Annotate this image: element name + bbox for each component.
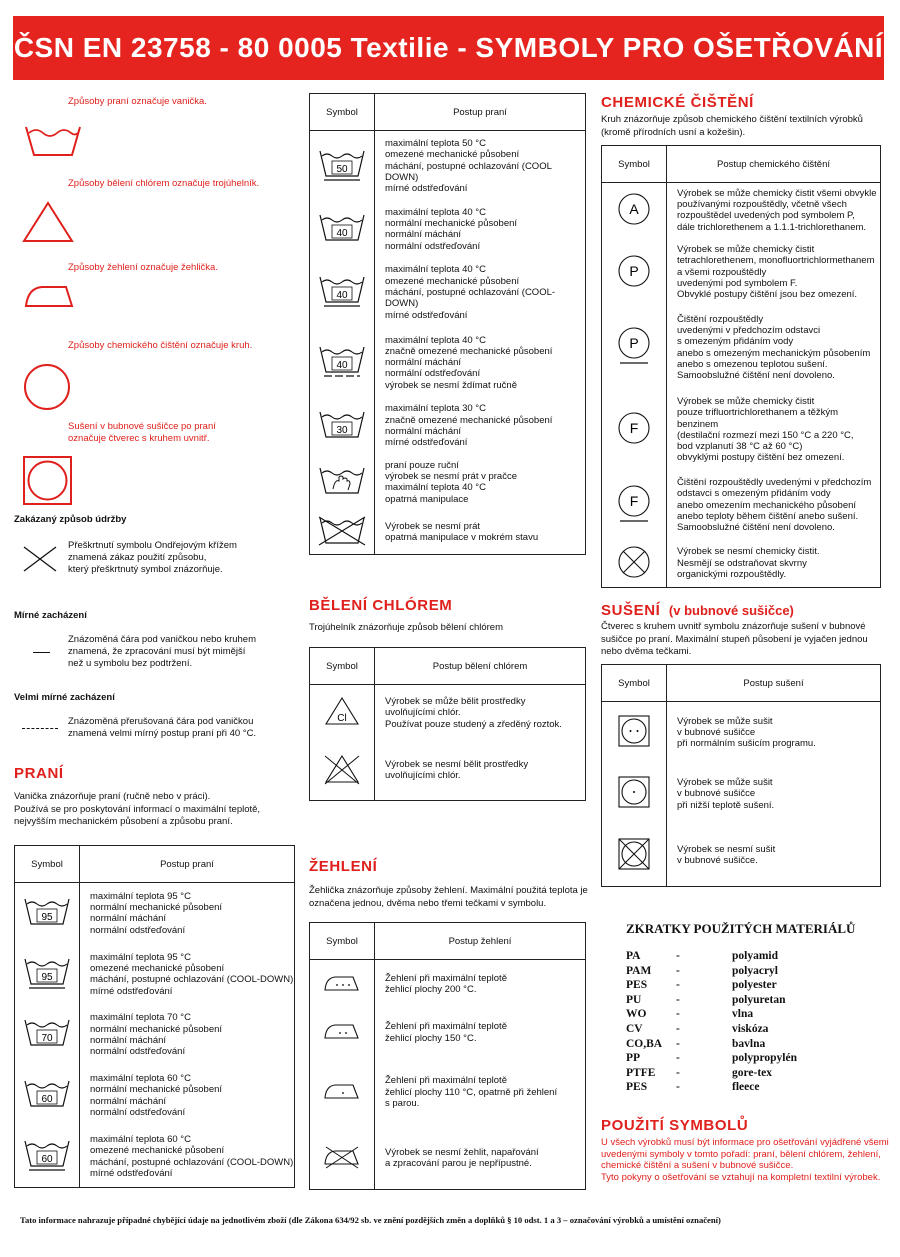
row-line: mírné odstřeďování: [385, 437, 468, 449]
row-line: normální odstřeďování: [90, 1046, 186, 1058]
wash-60-mild-icon: [22, 1138, 72, 1172]
abbr-row: PP - polypropylén: [626, 1052, 797, 1065]
mild-line: Znázoměná čára pod vaničkou nebo kruhem: [68, 634, 257, 645]
abbr-row: WO - vlna: [626, 1008, 754, 1021]
row-line: normální máchání: [385, 357, 462, 369]
dry-clean-p-icon: [616, 253, 652, 289]
table-row: [15, 883, 295, 944]
wash-40-very-mild-icon: [317, 344, 367, 378]
abbr-row: CO,BA - bavlna: [626, 1037, 766, 1050]
abbr-row: PAM - polyacryl: [626, 964, 778, 977]
svg-text:40: 40: [336, 290, 348, 302]
bleach-cl-icon: [324, 695, 360, 727]
underline-icon: [33, 652, 50, 653]
svg-text:Cl: Cl: [337, 713, 347, 725]
svg-text:30: 30: [336, 424, 348, 436]
row-line: Výrobek se může bělit prostředky: [385, 696, 526, 707]
row-line: uvedenými pod symbolem F.: [677, 277, 798, 289]
table-row: [310, 1128, 586, 1190]
row-line: pouze trifluortrichlorethanem a těžkým benzinem: [677, 407, 839, 430]
forbidden-line: který přeškrtnutý symbol znázorňuje.: [68, 564, 223, 575]
no-tumble-icon: [617, 837, 651, 871]
drying-heading-row: [601, 602, 794, 620]
col-procedure: Postup chemického čištění: [667, 146, 881, 183]
forbidden-title: Zakázaný způsob údržby: [14, 514, 127, 525]
table-row: [310, 510, 586, 554]
row-line: Používat pouze studený a zředěný roztok.: [385, 718, 562, 730]
hand-wash-icon: [317, 465, 367, 497]
mild-line: znamená, že zpracování musí být mimější: [68, 646, 246, 657]
row-line: máchání, postupné ochlazování (COOL DOWN): [385, 160, 552, 183]
wash-95-icon: [22, 896, 72, 928]
table-row: [602, 306, 881, 388]
table-row: [310, 741, 586, 801]
row-line: Výrobek se může chemicky čistit všemi obvykle: [677, 187, 877, 199]
dashed-underline-icon: [22, 728, 58, 729]
row-line: výrobek se nesmí ždímat ručně: [385, 379, 517, 391]
row-line: mírné odstřeďování: [385, 183, 468, 195]
table-row: [602, 825, 881, 887]
svg-text:70: 70: [41, 1033, 53, 1045]
dry-clean-p-mild-icon: [616, 326, 652, 366]
row-line: Výrobek se nesmí prát: [385, 520, 481, 532]
dry-cleaning-intro: (kromě přírodních usní a kožešin).: [601, 126, 746, 138]
col-symbol: Symbol: [602, 146, 667, 183]
ironing-table: [309, 922, 586, 1190]
dry-clean-f-icon: [616, 410, 652, 446]
legend-iron-text: Způsoby žehlení označuje žehlička.: [68, 262, 218, 273]
ironing-intro: Žehlička znázorňuje způsoby žehlení. Maximální použitá teplota je: [309, 885, 588, 896]
svg-text:60: 60: [41, 1154, 53, 1166]
row-line: Výrobek se nesmí žehlit, napařování: [385, 1147, 539, 1159]
washing-intro: Vanička znázorňuje praní (ručně nebo v práci).: [14, 791, 211, 802]
row-line: omezené mechanické působení: [385, 149, 520, 161]
row-line: mírné odstřeďování: [385, 309, 468, 321]
row-line: výrobek se nesmí prát v pračce: [385, 470, 517, 482]
dry-clean-a-icon: [616, 191, 652, 227]
row-line: žehlicí plochy 110 °C, opatrně při žehlení: [385, 1086, 558, 1098]
table-row: [602, 471, 881, 540]
row-line: normální odstřeďování: [385, 240, 481, 252]
forbidden-line: znamená zákaz použití způsobu,: [68, 552, 207, 563]
footer-note: Tato informace nahrazuje případné chybějící údaje na jednotlivém zboží (dle Zákona 634/92 sb. ve znění pozdějších změn a doplňků § 10 odst. 1 a 3 – označování výrobků a umístění označení): [20, 1215, 721, 1225]
forbidden-line: Přeškrtnutí symbolu Ondřejovým křížem: [68, 540, 237, 551]
row-line: Žehlení při maximální teplotě: [385, 973, 507, 985]
cross-icon: [22, 545, 58, 573]
row-line: maximální teplota 40 °C: [385, 206, 486, 218]
legend-tumble-text-1: Sušení v bubnové sušičce po praní: [68, 421, 216, 432]
mild-line: než u symbolu bez podtržení.: [68, 658, 193, 669]
row-line: žehlicí plochy 200 °C.: [385, 984, 477, 996]
row-line: máchání, postupné ochlazování (COOL-DOWN): [385, 286, 556, 310]
row-line: omezené mechanické působení: [90, 962, 225, 974]
washing-table-2: [309, 93, 586, 555]
col-symbol: Symbol: [310, 94, 375, 131]
bleach-triangle-icon: [22, 200, 74, 244]
row-line: opatrná manipulace: [385, 493, 469, 505]
row-line: praní pouze ruční: [385, 459, 459, 471]
row-line: používanými rozpouštědly, včetně všech: [677, 199, 847, 211]
very-mild-line: znamená velmi mírný postup praní při 40 °C.: [68, 728, 257, 739]
tumble-2-dots-icon: [617, 714, 651, 748]
wash-temp: 95: [41, 911, 53, 923]
col-symbol: Symbol: [310, 648, 375, 685]
very-mild-title: Velmi mírné zacházení: [14, 692, 115, 703]
svg-text:F: F: [629, 492, 639, 509]
very-mild-line: Znázoměná přerušovaná čára pod vaničkou: [68, 716, 254, 727]
abbr-row: PA - polyamid: [626, 950, 779, 962]
row-line: maximální teplota 95 °C: [90, 951, 191, 963]
row-line: maximální teplota 40 °C: [385, 482, 486, 494]
row-line: značně omezené mechanické působení: [385, 414, 553, 426]
row-line: žehlicí plochy 150 °C.: [385, 1032, 477, 1044]
table-row: [310, 328, 586, 398]
row-line: v bubnové sušičce: [677, 727, 756, 739]
abbreviations-title: ZKRATKY POUŽITÝCH MATERIÁLŮ: [626, 921, 856, 936]
washing-heading: PRANÍ: [14, 765, 64, 782]
table-row: [310, 1009, 586, 1057]
no-wash-icon: [317, 515, 367, 547]
abbr-row: PU - polyuretan: [626, 993, 786, 1006]
row-line: a všemi rozpouštědly: [677, 266, 767, 278]
wash-tub-icon: [24, 123, 82, 159]
row-line: mírné odstřeďování: [90, 1167, 173, 1179]
row-line: normální mechanické působení: [385, 218, 518, 230]
row-line: značně omezené mechanické působení: [385, 345, 553, 357]
row-line: maximální teplota 95 °C: [90, 890, 191, 902]
svg-text:95: 95: [41, 971, 53, 983]
drying-heading-suffix: (v bubnové sušičce): [668, 603, 794, 618]
row-line: normální mechanické působení: [90, 1084, 223, 1096]
table-row: [310, 131, 586, 202]
row-line: organickými rozpouštědly.: [677, 568, 787, 580]
wash-40-mild-icon: [317, 274, 367, 308]
row-line: Výrobek se nesmí bělit prostředky: [385, 759, 529, 771]
row-line: Čištění rozpouštědly uvedenými v předchozím: [677, 477, 872, 489]
drying-table: [601, 664, 881, 887]
row-line: uvolňujícími chlór.: [385, 707, 461, 719]
legend-tumble-text-2: označuje čtverec s kruhem uvnitř.: [68, 433, 210, 444]
table-row: [310, 960, 586, 1009]
col-symbol: Symbol: [15, 846, 80, 883]
table-row: [15, 1065, 295, 1126]
row-line: normální odstřeďování: [90, 924, 186, 936]
table-row: [15, 944, 295, 1005]
wash-30-icon: [317, 409, 367, 441]
row-line: Žehlení při maximální teplotě: [385, 1075, 507, 1087]
iron-1-dot-icon: [322, 1081, 362, 1101]
row-line: maximální teplota 40 °C: [385, 334, 486, 346]
drying-intro: nebo dvěma tečkami.: [601, 646, 692, 657]
iron-2-dots-icon: [322, 1021, 362, 1041]
row-line: omezené mechanické působení: [385, 275, 520, 287]
row-line: máchání, postupné ochlazování (COOL-DOWN): [90, 1156, 294, 1168]
row-line: normální mechanické působení: [90, 902, 223, 914]
table-row: [310, 201, 586, 257]
ironing-intro: označena jednou, dvěma nebo třemi tečkami v symbolu.: [309, 897, 547, 909]
row-line: anebo s omezeným mechanickým působením: [677, 347, 871, 359]
row-line: Čištění rozpouštědly: [677, 313, 764, 325]
abbr-row: PES - polyester: [626, 979, 777, 992]
row-line: obvyklými postupy čištění bez omezení.: [677, 452, 845, 464]
row-line: maximální teplota 30 °C: [385, 403, 486, 415]
row-line: dále trichlorethenem a 1.1.1-trichlorethanem.: [677, 221, 867, 233]
washing-table: [14, 845, 295, 1188]
row-line: maximální teplota 70 °C: [90, 1012, 191, 1024]
svg-text:40: 40: [336, 227, 348, 239]
row-line: normální máchání: [90, 1034, 167, 1046]
table-row: [310, 1057, 586, 1128]
usage-line: uvedenými symboly v tomto pořadí: praní, bělení chlórem, žehlení,: [601, 1148, 881, 1160]
col-procedure: Postup praní: [375, 94, 586, 131]
tumble-1-dot-icon: [617, 775, 651, 809]
row-line: Samoobslužné čištění není dovoleno.: [677, 522, 835, 534]
table-row: [15, 1126, 295, 1187]
row-line: anebo teploty během čištění anebo sušení.: [677, 510, 859, 522]
row-line: anebo s omezenou teplotou sušení.: [677, 358, 828, 370]
table-row: [310, 454, 586, 510]
row-line: a zpracování parou je nepřípustné.: [385, 1158, 532, 1170]
svg-text:60: 60: [41, 1094, 53, 1106]
row-line: normální odstřeďování: [90, 1106, 186, 1118]
row-line: máchání, postupné ochlazování (COOL-DOWN): [90, 974, 294, 986]
row-line: maximální teplota 60 °C: [90, 1133, 191, 1145]
dry-clean-f-mild-icon: [616, 484, 652, 524]
usage-line: Tyto pokyny o ošetřování se vztahují na kompletní textilní výrobek.: [601, 1171, 881, 1183]
row-line: Žehlení při maximální teplotě: [385, 1021, 507, 1033]
row-line: normální odstřeďování: [385, 368, 481, 380]
tumble-dry-icon: [22, 455, 74, 507]
legend-bleach-text: Způsoby bělení chlórem označuje trojúhelník.: [68, 178, 260, 189]
wash-40-icon: [317, 212, 367, 244]
row-line: s omezeným přidáním vody: [677, 336, 794, 348]
row-line: v bubnové sušičce.: [677, 855, 758, 867]
row-line: uvedenými v předchozím odstavci: [677, 325, 821, 337]
row-line: Výrobek se může sušit: [677, 715, 773, 727]
col-symbol: Symbol: [310, 923, 375, 960]
wash-70-icon: [22, 1017, 72, 1049]
mild-title: Mírné zacházení: [14, 610, 87, 621]
row-line: anebo omezením mechanického působení: [677, 499, 857, 511]
usage-line: U všech výrobků musí být informace pro ošetřování vyjádřené všemi: [601, 1137, 889, 1148]
row-line: Výrobek se může chemicky čistit: [677, 395, 815, 407]
row-line: bod vzplanutí 38 °C až 60 °C): [677, 441, 803, 453]
row-line: normální máchání: [90, 913, 167, 925]
row-line: Výrobek se nesmí sušit: [677, 843, 776, 855]
table-row: [310, 398, 586, 454]
legend-wash-text: Způsoby praní označuje vanička.: [68, 96, 207, 107]
row-line: normální mechanické působení: [90, 1023, 223, 1035]
row-line: Výrobek se může chemicky čistit: [677, 243, 815, 255]
col-procedure: Postup sušení: [667, 665, 881, 702]
row-line: Výrobek se může sušit: [677, 777, 773, 789]
drying-intro: Čtverec s kruhem uvnitř symbolu znázorňuje sušení v bubnové: [601, 621, 866, 632]
row-line: mírné odstřeďování: [90, 985, 173, 997]
row-line: maximální teplota 50 °C: [385, 137, 486, 149]
row-line: maximální teplota 60 °C: [90, 1073, 191, 1085]
drying-heading: SUŠENÍ: [601, 602, 661, 619]
table-row: [602, 702, 881, 764]
svg-text:A: A: [629, 200, 639, 217]
row-line: s parou.: [385, 1097, 420, 1109]
row-line: tetrachlorethenem, monofluortrichlormethanem: [677, 255, 875, 267]
table-row: [310, 685, 586, 741]
row-line: při normálním sušicím programu.: [677, 738, 816, 750]
table-row: [602, 183, 881, 238]
row-line: normální máchání: [385, 229, 462, 241]
usage-line: chemické čištění a sušení v bubnové sušičce.: [601, 1160, 794, 1171]
row-line: maximální teplota 40 °C: [385, 264, 486, 276]
row-line: uvolňujícími chlór.: [385, 770, 461, 782]
ironing-heading: ŽEHLENÍ: [309, 858, 378, 875]
iron-icon: [22, 280, 76, 310]
no-iron-icon: [322, 1144, 362, 1170]
abbr-row: PES - fleece: [626, 1081, 760, 1094]
col-symbol: Symbol: [602, 665, 667, 702]
svg-text:F: F: [629, 420, 639, 437]
dry-clean-circle-icon: [22, 362, 72, 412]
bleaching-table: [309, 647, 586, 801]
row-line: Nesmějí se odstraňovat skvrny: [677, 557, 807, 569]
col-procedure: Postup bělení chlórem: [375, 648, 586, 685]
row-line: normální máchání: [90, 1095, 167, 1107]
dry-cleaning-intro: Kruh znázorňuje způsob chemického čištění textilních výrobků: [601, 114, 863, 125]
col-procedure: Postup praní: [80, 846, 295, 883]
dry-cleaning-heading: CHEMICKÉ ČIŠTĚNÍ: [601, 94, 754, 111]
row-line: (destilační rozmezí mezi 150 °C a 220 °C,: [677, 429, 854, 441]
legend-dry-clean-text: Způsoby chemického čištění označuje kruh.: [68, 340, 253, 351]
row-line: normální máchání: [385, 426, 462, 438]
no-bleach-icon: [322, 752, 362, 786]
usage-text: [601, 1137, 889, 1183]
washing-intro: Používá se pro poskytování informací o maximální teplotě,: [14, 803, 261, 815]
row-line: Obvyklé postupy čištění jsou bez omezení.: [677, 289, 858, 301]
row-line: Výrobek se nesmí chemicky čistit.: [677, 546, 820, 558]
row-line: při nižší teplotě sušení.: [677, 799, 775, 811]
row-line: opatrná manipulace v mokrém stavu: [385, 532, 539, 544]
svg-text:P: P: [629, 262, 639, 279]
row-line: rozpouštědel uvedených pod symbolem P,: [677, 210, 855, 222]
col-procedure: Postup žehlení: [375, 923, 586, 960]
wash-60-icon: [22, 1078, 72, 1110]
table-row: [602, 389, 881, 471]
table-row: [310, 258, 586, 328]
wash-50-mild-icon: [317, 148, 367, 182]
svg-text:P: P: [629, 335, 639, 352]
svg-text:40: 40: [336, 360, 348, 372]
no-dry-clean-icon: [616, 544, 652, 580]
abbreviations-list: [626, 950, 797, 1096]
table-row: [602, 238, 881, 307]
row-line: odstavci s omezeným přidáním vody: [677, 488, 831, 500]
wash-95-mild-icon: [22, 956, 72, 990]
table-row: [602, 540, 881, 588]
abbr-row: CV - viskóza: [626, 1022, 769, 1035]
table-row: [15, 1005, 295, 1066]
drying-intro: sušičce po praní. Maximální stupeň působení je vyjačen jednou: [601, 633, 868, 645]
bleaching-heading: BĚLENÍ CHLÓREM: [309, 597, 453, 614]
washing-intro: nejvyšším mechanickém působení a způsobu praní.: [14, 816, 233, 827]
iron-3-dots-icon: [322, 973, 362, 993]
row-line: v bubnové sušičce: [677, 788, 756, 800]
table-row: [602, 763, 881, 824]
bleaching-intro: Trojúhelník znázorňuje způsob bělení chlórem: [309, 622, 503, 633]
dry-cleaning-table: [601, 145, 881, 588]
row-line: omezené mechanické působení: [90, 1145, 225, 1157]
usage-heading: POUŽITÍ SYMBOLŮ: [601, 1117, 749, 1134]
svg-text:50: 50: [336, 163, 348, 175]
page-title: ČSN EN 23758 - 80 0005 Textilie - SYMBOLY PRO OŠETŘOVÁNÍ: [13, 16, 884, 80]
abbr-row: PTFE - gore-tex: [626, 1066, 773, 1079]
row-line: Samoobslužné čištění není dovoleno.: [677, 370, 835, 382]
